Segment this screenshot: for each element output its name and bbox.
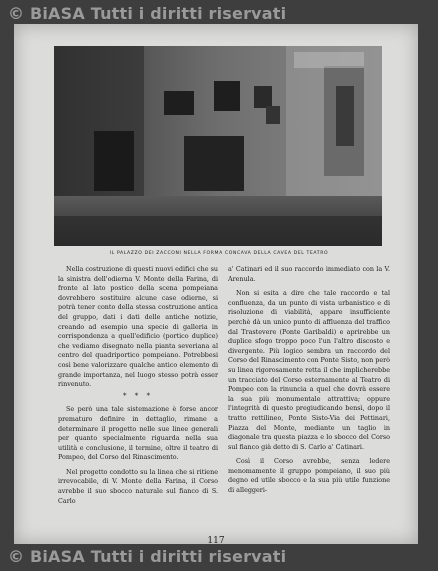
watermark-top: © BiASA Tutti i diritti riservati: [8, 4, 287, 23]
photo-caption: IL PALAZZO DEI ZACCONI NELLA FORMA CONCAVA DELLA CAVEA DEL TEATRO: [109, 251, 329, 256]
document-page: [14, 24, 418, 544]
paragraph: Nel progetto condotto su la linea che si ritiene irrevocabile, di V. Monte della Farina, il Corso avrebbe il suo sbocco naturale sul fianco di S. Carlo: [58, 467, 218, 505]
paragraph: Non si esita a dire che tale raccordo e tal confluenza, da un punto di vista urbanistico e di risoluzione di viabilità, appare insufficiente perchè dà un unico punto di affluenza del traffico dal Trastevere (Ponte Garibaldi) e aprirebbe un duplice sfogo troppo poco l'un l'altro discosto e divergente. Più logico sembra un raccordo del Corso del Rinascimento con Ponte Sisto, non però su linea rigorosamente retta il che implicherebbe un tracciato del Corso esternamente al Teatro di Pompeo con la rinuncia a quel che dovrà essere la sua più monumentale attrattiva; oppure l'integrità di questo pregiudicando bensì, dopo il tratto rettilineo, Ponte Sisto-Via dei Pettinari, Piazza del Monte, mediante un taglio in diagonale tra questa piazza e lo sbocco del Corso sul fianco già detto di S. Carlo a' Catinari.: [228, 289, 391, 451]
right-column: [228, 265, 390, 496]
left-column: [58, 265, 218, 506]
paragraph: Nella costruzione di questi nuovi edifici che su la sinistra dell'odierna V. Monte della Farina, di fronte al lato postico della scena pompeiana dovrebbero sostituire alcune case odierne, si potrà tener conto della stessa costruzione antica del gruppo, dati i dati delle antiche notizie, creando ad esempio una specie di galleria in corrispondenza a quell'edificio (portico duplice) che vediamo disegnato nella pianta severiana al centro del quadriportico pompeiano. Potrebbesi così bene valorizzare qualche antico elemento di grande importanza, nel luogo stesso potrà esser rinvenuto.: [58, 265, 218, 389]
section-separator: * * *: [123, 391, 153, 400]
paragraph: Così il Corso avrebbe, senza ledere menomamente il gruppo pompeiano, il suo più degno ed utile sbocco e la sua più utile funzione di alleggeri-: [228, 457, 390, 495]
paragraph: Se però una tale sistemazione è forse ancor prematuro definire in dettaglio, rimane a determinare il progetto nelle sue linee generali per quanto specialmente riguarda nella sua utilità e conclusione, il termine, oltre il teatro di Pompeo, del Corso del Rinascimento.: [58, 405, 218, 462]
paragraph: a' Catinari ed il suo raccordo immediato con la V. Arenula.: [228, 265, 390, 283]
page-number: 117: [207, 536, 225, 546]
watermark-bottom: © BiASA Tutti i diritti riservati: [8, 547, 287, 566]
building-photo: [54, 46, 382, 246]
